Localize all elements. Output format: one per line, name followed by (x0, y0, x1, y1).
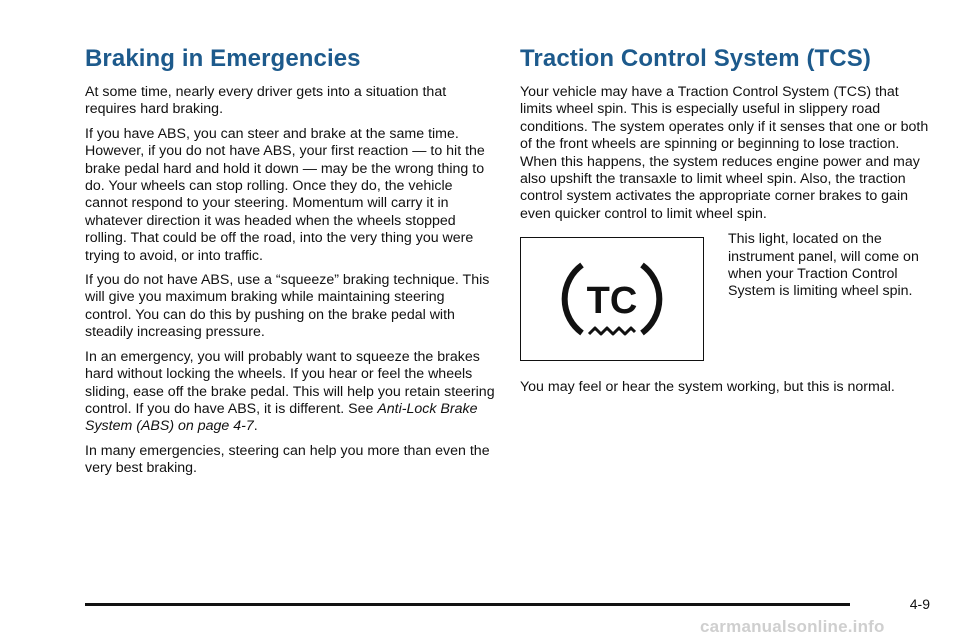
braking-paragraph-2: If you have ABS, you can steer and brake at the same time. However, if you do not have ABS, your first reaction — to hit the brake pedal hard and hold it down — may be the wrong thing to do. Your wheels can stop rolling. Once they do, the vehicle cannot respond to your steering. Momentum will carry it in whatever direction it was headed when the wheels stopped rolling. That could be off the road, into the very thing you were trying to avoid, or into traffic. (85, 125, 485, 264)
tcs-indicator-box (520, 237, 704, 361)
braking-heading: Braking in Emergencies (85, 45, 361, 72)
braking-paragraph-4 (85, 349, 495, 436)
braking-paragraph-1: At some time, nearly every driver gets into a situation that requires hard braking. (85, 84, 447, 118)
emergency-text: In an emergency, you will probably want to squeeze the brakes hard without locking the wheels. If you hear or feel the wheels sliding, ease off the brake pedal. This will help you retain steering control. If you do have ABS, it is different. See (85, 348, 495, 417)
tcs-symbol-text: TC (586, 280, 638, 323)
tcs-heading: Traction Control System (TCS) (520, 45, 871, 72)
tcs-closing: You may feel or hear the system working, but this is normal. (520, 379, 895, 396)
braking-paragraph-3: If you do not have ABS, use a “squeeze” braking technique. This will give you maximum braking while maintaining steering control. You can do this by pushing on the brake pedal with steadily increasing pressure. (85, 272, 490, 341)
emergency-text-end: . (253, 418, 258, 435)
tcs-indicator-row (520, 231, 930, 361)
footer-rule (85, 603, 850, 606)
page-number: 4-9 (909, 596, 930, 612)
tcs-indicator-caption-text: This light, located on the instrument panel, will come on when your Traction Control System is limiting wheel spin. (728, 231, 919, 300)
tcs-intro: Your vehicle may have a Traction Control System (TCS) that limits wheel spin. This is especially useful in slippery road conditions. The system operates only if it senses that one or both of the front wheels are spinning or beginning to lose traction. When this happens, the system reduces engine power and may also upshift the transaxle to limit wheel spin. Also, the traction control system activates the appropriate corner brakes to gain even quicker control to limit wheel spin. (520, 84, 929, 222)
tcs-section (520, 44, 930, 404)
tcs-indicator-caption (728, 231, 930, 361)
braking-section (85, 44, 495, 485)
site-watermark: carmanualsonline.info (700, 617, 885, 636)
abs-page-reference[interactable]: Anti-Lock Brake System (ABS) on page 4-7 (85, 400, 478, 435)
traction-control-warning-icon (557, 258, 667, 340)
braking-paragraph-5: In many emergencies, steering can help you more than even the very best braking. (85, 442, 490, 477)
